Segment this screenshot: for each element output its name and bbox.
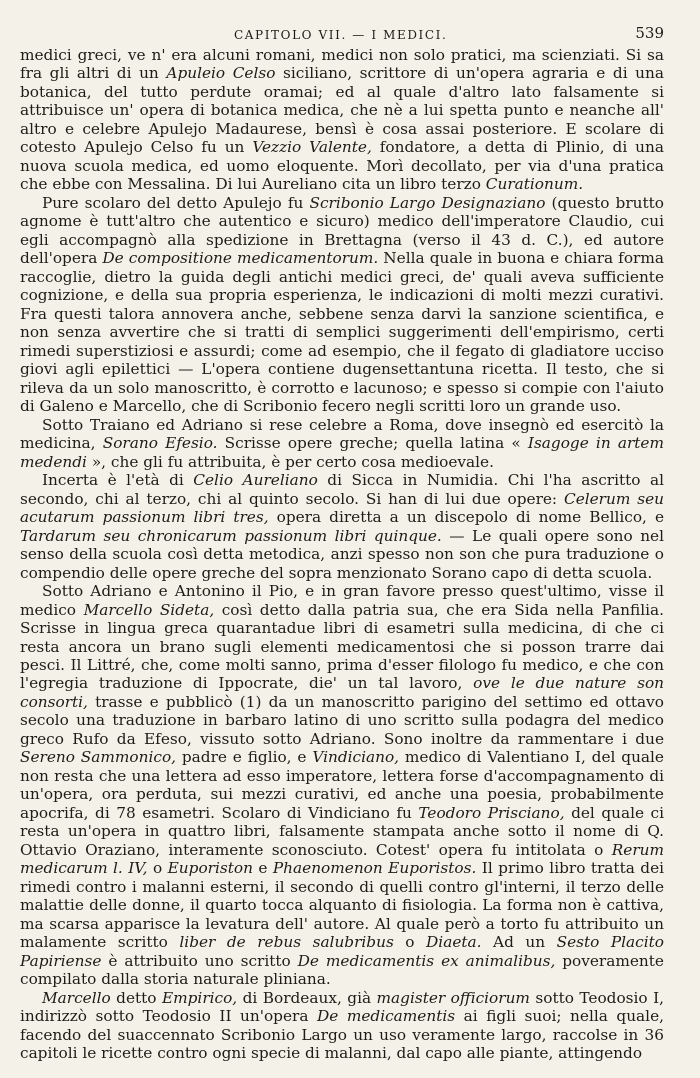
text-run: Nella quale in buona e chiara forma raccoglie, dietro la guida degli antichi medici greci, de' quali aveva sufficiente cognizione, e della sua propria esperienza, le indicazioni di molti mezzi curativi. Fra questi talora annovera anche, sebbene senza darvi la sanzione scientifica, e non senza avvertire che si tratti di semplici suggerimenti dell'empirismo, certi rimedi superstiziosi e assurdi; come ad esempio, che il fegato di gladiatore ucciso giovi agli epilettici — L'opera contiene dugensettantuna ricetta. Il testo, che si rileva da un solo manoscritto, è corrotto e lacunoso; e spesso si compie con l'aiuto di Galeno e Marcello, che di Scribonio fecero negli scritti loro un grande uso. <box>20 249 664 416</box>
italic-text: Marcello <box>42 988 111 1007</box>
italic-text: Euporiston <box>167 859 253 878</box>
italic-text: Isagoge in artem medendi <box>20 434 664 471</box>
italic-text: Empirico, <box>161 988 238 1007</box>
italic-text: De medicamentis <box>317 1007 456 1026</box>
body-text <box>20 46 664 1063</box>
italic-text: Marcello Sideta, <box>83 600 215 619</box>
text-run: poveramente compilato dalla storia naturale pliniana. <box>20 951 664 989</box>
page-number: 539 <box>635 24 664 42</box>
italic-text: Apuleio Celso <box>166 64 276 83</box>
text-run: (questo brutto agnome è tutt'altro che autentico e sicuro) medico dell'imperatore Claudio, cui egli accompagnò alla spedizione in Brettagna (verso il 43 d. C.), ed autore dell'opera <box>20 193 664 268</box>
italic-text: Teodoro Prisciano, <box>418 803 565 822</box>
italic-text: Sesto Placito Papiriense <box>20 933 664 970</box>
text-run: Pure scolaro del detto Apulejo fu <box>42 193 310 212</box>
paragraph <box>20 989 664 1063</box>
text-run: », che gli fu attribuita, è per certo cosa medioevale. <box>86 452 494 471</box>
paragraph <box>20 46 664 194</box>
italic-text: Tardarum seu chronicarum passionum libri quinque. <box>20 526 442 545</box>
italic-text: magister officiorum <box>376 988 530 1007</box>
italic-text: Vezzio Valente, <box>252 138 372 157</box>
italic-text: De medicamentis ex animalibus, <box>297 951 556 970</box>
text-run: Ad un <box>481 933 557 952</box>
text-run: Sotto Adriano e Antonino il Pio, e in gran favore presso quest'ultimo, visse il medico <box>20 582 664 619</box>
italic-text: Sereno Sammonico, <box>20 748 177 767</box>
paragraph <box>20 416 664 471</box>
italic-text: Celio Aureliano <box>193 471 318 490</box>
text-run: o <box>147 859 168 878</box>
text-run: Scrisse opere greche; quella latina « <box>217 434 528 453</box>
paragraph <box>20 582 664 989</box>
text-run: di Sicca in Numidia. Chi l'ha ascritto al secondo, chi al terzo, chi al quinto secolo. Si han di lui due opere: <box>20 471 665 508</box>
running-title: CAPITOLO VII. — I MEDICI. <box>234 28 448 42</box>
paragraph <box>20 471 664 582</box>
text-run: del quale ci resta un'opera in quattro libri, falsamente stampata anche sotto il nome di Q. Ottavio Oraziano, interamente sconosciuto. Cotest' opera fu intitolata o <box>20 803 665 859</box>
text-run: medici greci, ve n' era alcuni romani, medici non solo pratici, ma scienziati. Si sa fra gli altri di un <box>20 46 664 83</box>
text-run: e <box>252 859 273 878</box>
page-header <box>20 22 664 44</box>
text-run: siciliano, scrittore di un'opera agraria e di una botanica, del tutto perdute oramai; ed al quale d'altro lato falsamente si attribuisce un' opera di botanica medica, che nè a lui spetta punto e neanche all' altro e celebre Apulejo Madaurese, bensì è cosa assai posteriore. E scolare di cotesto Apulejo Celso fu un <box>20 64 664 157</box>
italic-text: Celerum seu acutarum passionum libri tres, <box>20 489 664 527</box>
text-run: opera diretta a un discepolo di nome Bellico, e <box>268 508 664 527</box>
text-run: — Le quali opere sono nel senso della scuola così detta metodica, anzi spesso non son che pura traduzione o compendio delle opere greche del sopra menzionato Sorano capo di detta scuola. <box>20 526 664 582</box>
italic-text: Scribonio Largo Designaziano <box>309 193 546 212</box>
text-run: padre e figlio, e <box>176 748 313 767</box>
italic-text: Curationum. <box>485 175 584 194</box>
italic-text: Diaeta. <box>426 933 482 952</box>
italic-text: ove le due nature son consorti, <box>20 674 665 711</box>
italic-text: De compositione medicamentorum. <box>102 249 379 268</box>
text-run: Incerta è l'età di <box>42 471 194 490</box>
text-run: sotto Teodosio I, indirizzò sotto Teodosio II un'opera <box>20 988 664 1026</box>
text-run: ai figli suoi; nella quale, facendo del suaccennato Scribonio Largo un uso veramente largo, raccolse in 36 capitoli le ricette contro ogni specie di malanni, dal capo alle piante, attingendo <box>20 1007 664 1063</box>
italic-text: Sorano Efesio. <box>102 434 218 453</box>
italic-text: Phaenomenon Euporistos. <box>272 859 477 878</box>
text-run: trasse e pubblicò (1) da un manoscritto parigino del settimo ed ottavo secolo una traduzione in barbaro latino di uno scritto sulla podagra del medico greco Rufo da Efeso, vissuto sotto Adriano. Sono inoltre da rammentare i due <box>20 692 664 748</box>
text-run: è attribuito uno scritto <box>101 951 298 970</box>
text-run: detto <box>110 988 162 1007</box>
text-run: Sotto Traiano ed Adriano si rese celebre a Roma, dove insegnò ed esercitò la medicina, <box>20 415 664 453</box>
text-run: medico di Valentiano I, del quale non resta che una lettera ad esso imperatore, lettera forse d'accompagnamento di un'opera, ora perduta, sui mezzi curativi, ed anche una poesia, probabilmente apocrifa, di 78 esametri. Scolaro di Vindiciano fu <box>20 748 664 822</box>
text-run: così detto dalla patria sua, che era Sida nella Panfilia. Scrisse in lingua greca quarantadue libri di esametri sulla medicina, di che ci resta ancora un brano sugli elementi medicamentosi che si posson trarre dai pesci. Il Littré, che, come molti sanno, prima d'esser filologo fu medico, e che con l'egregia traduzione di Ippocrate, die' un tal lavoro, <box>20 600 664 693</box>
text-run: Il primo libro tratta dei rimedi contro i malanni esterni, il secondo di quelli contro gl'interni, il terzo delle malattie delle donne, il quarto tocca alquanto di fisiologia. La forma non è cattiva, ma scarsa apparisce la levatura dell' autore. Al quale però a torto fu attribuito un malamente scritto <box>20 859 665 952</box>
italic-text: Rerum medicarum l. IV, <box>20 840 664 878</box>
text-run: o <box>393 933 427 952</box>
text-run: fondatore, a detta di Plinio, di una nuova scuola medica, ed uomo eloquente. Morì decollato, per via d'una pratica che ebbe con Messalina. Di lui Aureliano cita un libro terzo <box>20 138 664 194</box>
italic-text: Vindiciano, <box>312 748 400 767</box>
paragraph <box>20 194 664 416</box>
italic-text: liber de rebus salubribus <box>179 933 394 952</box>
text-run: di Bordeaux, già <box>237 988 377 1007</box>
